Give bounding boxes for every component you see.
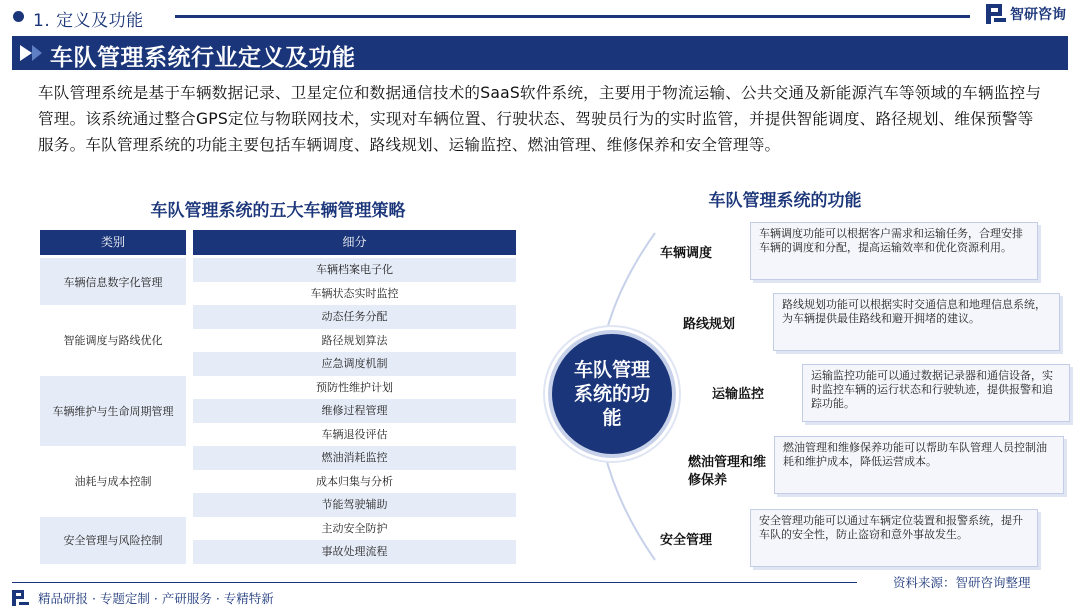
function-description: 运输监控功能可以通过数据记录器和通信设备，实时监控车辆的运行状态和行驶轨迹，提供报警和追踪功能。: [802, 364, 1070, 422]
table-detail-cell: 事故处理流程: [193, 540, 516, 564]
table-category-cell: 车辆信息数字化管理: [40, 258, 186, 305]
function-description: 安全管理功能可以通过车辆定位装置和报警系统，提升车队的安全性，防止盗窃和意外事故发生。: [750, 509, 1038, 567]
table-detail-cell: 节能驾驶辅助: [193, 493, 516, 517]
table-category-cell: 油耗与成本控制: [74, 475, 152, 489]
table-category-cell: 安全管理与风险控制: [40, 517, 186, 564]
table-category-cell: 车辆维护与生命周期管理: [40, 376, 186, 447]
page-title: 车队管理系统行业定义及功能: [50, 45, 356, 71]
table-detail-cell: 燃油消耗监控: [193, 446, 516, 470]
function-description: 车辆调度功能可以根据客户需求和运输任务，合理安排车辆的调度和分配，提高运输效率和优化资源利用。: [750, 222, 1038, 280]
table-detail-cell: 车辆退役评估: [321, 427, 388, 441]
table-header-category: 类别: [40, 230, 186, 255]
footer-rule: [12, 582, 857, 583]
functions-center-label: 车队管理系统的功能: [573, 359, 650, 429]
table-detail-cell: 车辆状态实时监控: [310, 286, 399, 300]
table-detail-cell: 预防性维护计划: [316, 380, 393, 394]
brand-small-icon: [12, 590, 32, 606]
function-label: 车辆调度: [660, 246, 713, 261]
functions-center-circle: [548, 330, 676, 458]
table-detail-cell: 维修过程管理: [193, 399, 516, 423]
function-label: 燃油管理和维修保养: [688, 455, 767, 488]
table-detail-cell: 应急调度机制: [193, 352, 516, 376]
table-detail-cell: 成本归集与分析: [316, 474, 393, 488]
function-label: 路线规划: [683, 317, 736, 332]
intro-paragraph: 车队管理系统是基于车辆数据记录、卫星定位和数据通信技术的SaaS软件系统，主要用于物流运输、公共交通及新能源汽车等领域的车辆监控与管理。该系统通过整合GPS定位与物联网技术，实现对车辆位置、行驶状态、驾驶员行为的实时监管，并提供智能调度、路径规划、维保预警等服务。车队管理系统的功能主要包括车辆调度、路线规划、运输监控、燃油管理、维修保养和安全管理等。: [38, 84, 1042, 154]
table-header-detail: 细分: [193, 230, 516, 255]
footer-bar: [12, 589, 274, 607]
function-label: 运输监控: [712, 387, 765, 402]
source-note: 资料来源：智研咨询整理: [893, 575, 1031, 590]
function-label: 安全管理: [660, 533, 713, 548]
functions-title: 车队管理系统的功能: [708, 191, 862, 211]
table-detail-cell: 车辆档案电子化: [193, 258, 516, 282]
footer-tagline: 精品研报 · 专题定制 · 产研服务 · 专精特新: [38, 591, 274, 606]
table-detail-cell: 动态任务分配: [193, 305, 516, 329]
table-title: 车队管理系统的五大车辆管理策略: [150, 201, 406, 221]
section-heading: 1. 定义及功能: [33, 11, 144, 31]
table-detail-cell: 主动安全防护: [321, 521, 388, 535]
brand-name: 智研咨询: [1010, 7, 1066, 23]
table-detail-cell: 路径规划算法: [321, 333, 388, 347]
function-description: 燃油管理和维修保养功能可以帮助车队管理人员控制油耗和维护成本，降低运营成本。: [774, 436, 1064, 494]
function-description: 路线规划功能可以根据实时交通信息和地理信息系统，为车辆提供最佳路线和避开拥堵的建议。: [773, 293, 1060, 351]
table-category-cell: 智能调度与路线优化: [63, 334, 163, 348]
